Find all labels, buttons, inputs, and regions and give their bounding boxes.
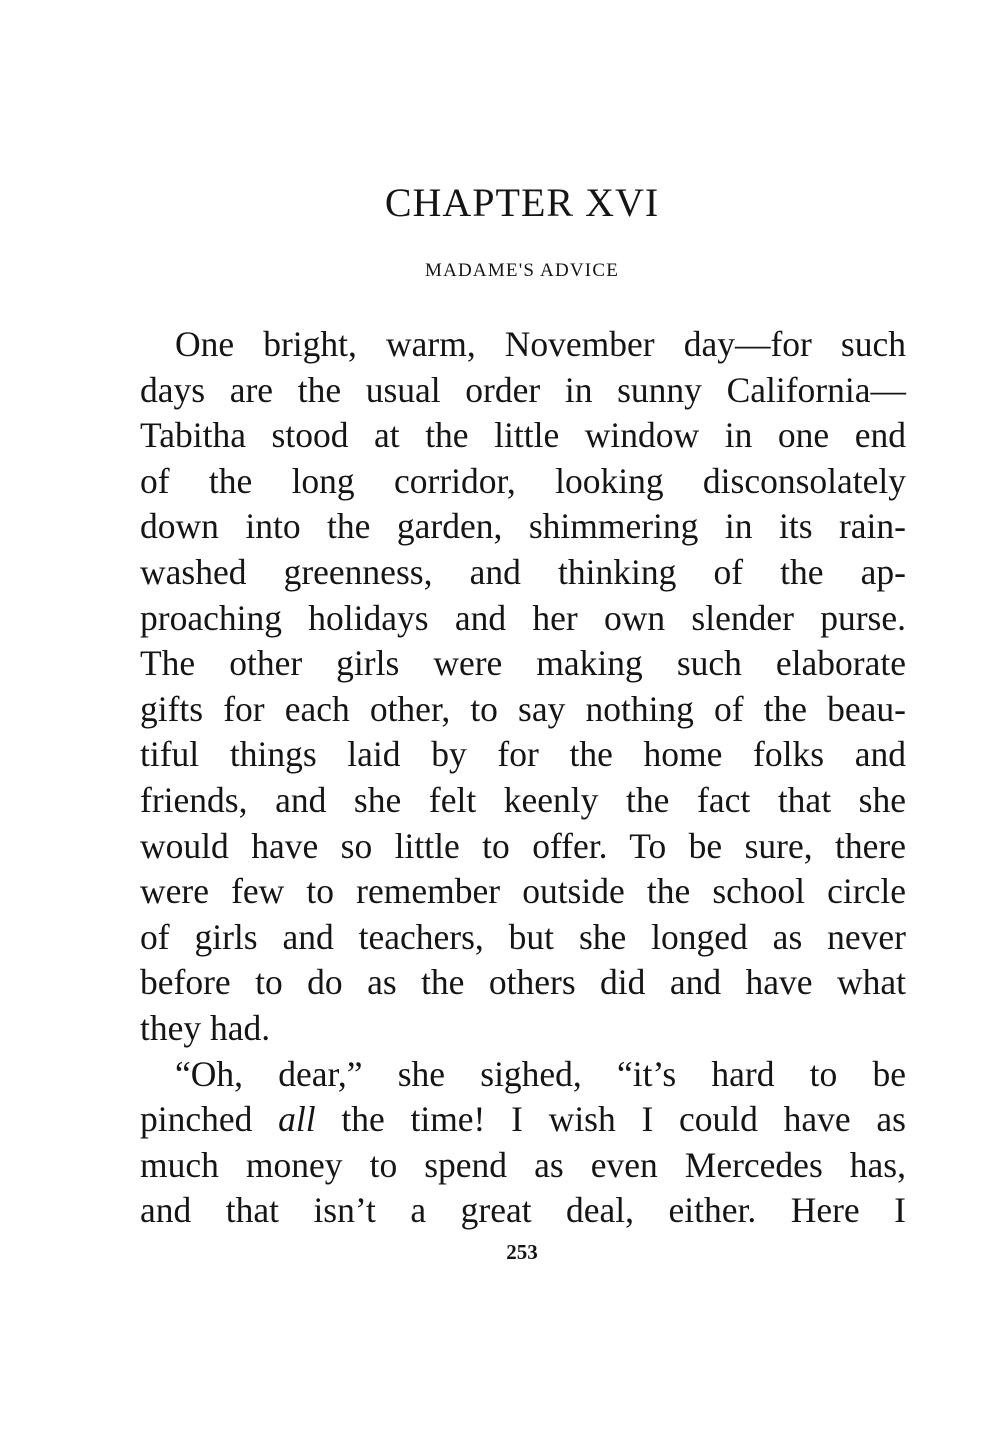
chapter-subtitle: MADAME'S ADVICE [424,260,620,281]
emphasis-text: all [278,1099,316,1140]
page-number: 253 [506,1240,538,1264]
chapter-title: CHAPTER XVI [384,180,660,225]
text-line: were few to remember outside the school circle [140,871,906,912]
text-line: Tabitha stood at the little window in one end [140,415,906,456]
text-line: tiful things laid by for the home folks and [140,734,906,775]
body-text [140,322,906,1234]
text-line: The other girls were making such elaborate [140,643,906,684]
text-line: they had. [140,1007,271,1048]
text-line: before to do as the others did and have what [140,962,906,1003]
text-line: and that isn’t a great deal, either. Here I [140,1190,906,1231]
text-line: “Oh, dear,” she sighed, “it’s hard to be [175,1053,906,1094]
text-line: washed greenness, and thinking of the ap- [140,551,906,592]
text-line: One bright, warm, November day—for such [175,324,906,364]
text-line: of girls and teachers, but she longed as never [140,916,906,957]
text-line: much money to spend as even Mercedes has, [140,1144,906,1185]
text-line: friends, and she felt keenly the fact that she [140,779,906,820]
text-line: pinched all the time! I wish I could have as [140,1099,906,1140]
text-line: days are the usual order in sunny California— [140,369,906,410]
text-line: of the long corridor, looking disconsolately [140,460,906,501]
text-line: gifts for each other, to say nothing of the beau- [140,688,906,729]
text-line: would have so little to offer. To be sure, there [140,825,906,866]
text-line: proaching holidays and her own slender purse. [140,597,906,638]
text-line: down into the garden, shimmering in its rain- [140,506,906,547]
